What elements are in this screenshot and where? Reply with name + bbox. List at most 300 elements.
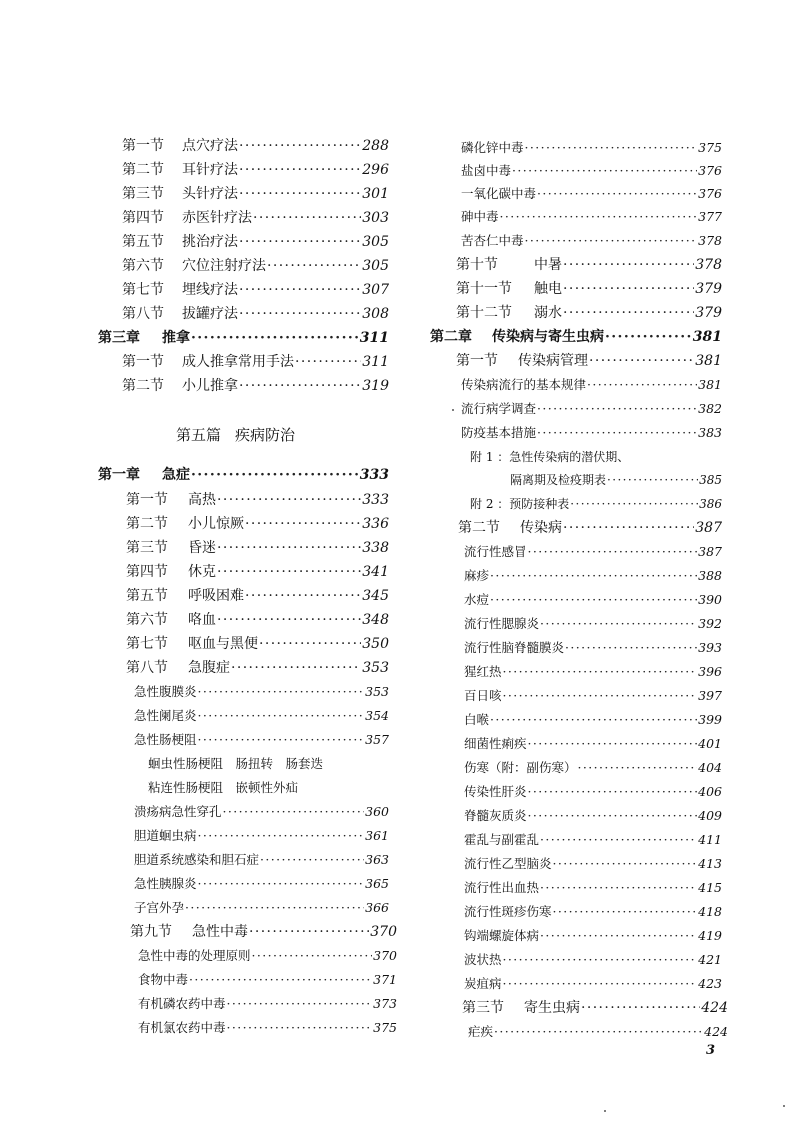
toc-entry[interactable]	[112, 136, 389, 156]
entry-title: 高热	[188, 492, 216, 508]
entry-title: 霍乱与副霍乱	[464, 832, 540, 847]
page-ref: 399	[698, 712, 722, 727]
page-ref: 354	[365, 708, 389, 723]
toc-subentry[interactable]	[464, 854, 722, 874]
toc-subentry[interactable]	[134, 850, 389, 870]
page-number: 3	[706, 1043, 716, 1058]
toc-subentry[interactable]	[134, 898, 389, 918]
dot-leader	[494, 1022, 703, 1042]
toc-subentry[interactable]	[461, 375, 722, 395]
chapter-title: 传染病与寄生虫病	[492, 329, 604, 345]
page-ref: 336	[362, 516, 389, 532]
entry-title: 胆道系统感染和胆石症	[134, 852, 260, 867]
toc-entry[interactable]	[112, 304, 389, 324]
page-ref: 406	[698, 784, 722, 799]
page-ref: 423	[698, 976, 722, 991]
page-ref: 360	[365, 804, 389, 819]
scan-speck	[783, 1105, 785, 1107]
entry-title: 溺水	[534, 305, 562, 321]
page-ref: 383	[698, 425, 722, 440]
entry-title: 盐卤中毒	[461, 163, 512, 178]
section-number: 第五节	[126, 588, 168, 604]
toc-chapter[interactable]	[98, 465, 389, 485]
page-ref: 311	[362, 354, 389, 370]
entry-title: 猩红热	[464, 664, 502, 679]
page-ref: 357	[365, 732, 389, 747]
entry-title: 一氧化碳中毒	[461, 186, 537, 201]
dot-leader	[198, 706, 365, 726]
toc-subentry[interactable]	[461, 161, 722, 181]
dot-leader	[191, 328, 359, 348]
dot-leader	[217, 562, 361, 582]
dot-leader	[191, 465, 359, 485]
toc-chapter[interactable]	[98, 328, 389, 348]
entry-title: 有机磷农药中毒	[138, 996, 226, 1011]
toc-entry[interactable]	[116, 634, 389, 654]
entry-title: 溃疡病急性穿孔	[134, 804, 222, 819]
dot-leader	[239, 376, 361, 396]
page-ref: 386	[699, 497, 722, 511]
entry-title: 成人推拿常用手法	[182, 354, 294, 370]
dot-leader	[198, 826, 365, 846]
section-number: 第五节	[122, 234, 164, 250]
entry-title: 流行性出血热	[464, 880, 540, 895]
entry-title: 疟疾	[468, 1024, 494, 1039]
toc-subentry[interactable]	[464, 590, 722, 610]
entry-title: 埋线疗法	[182, 282, 238, 298]
entry-title: 钩端螺旋体病	[464, 928, 540, 943]
page-ref: 377	[698, 209, 722, 224]
page-ref: 401	[698, 736, 722, 751]
dot-leader	[198, 730, 365, 750]
dot-leader	[217, 538, 361, 558]
section-number: 第一节	[122, 354, 164, 370]
toc-subentry[interactable]	[464, 902, 722, 922]
toc-subentry[interactable]	[464, 806, 722, 826]
dot-leader	[490, 590, 697, 610]
dot-leader	[553, 902, 698, 922]
toc-subentry[interactable]	[464, 638, 722, 658]
page-ref: 305	[362, 234, 389, 250]
page-ref: 419	[698, 928, 722, 943]
entry-title: 急性肠梗阻	[134, 732, 197, 747]
chapter-title: 急症	[162, 467, 190, 483]
entry-title: 防疫基本措施	[461, 425, 537, 440]
dot-leader	[500, 207, 698, 227]
entry-title: 穴位注射疗法	[182, 258, 266, 274]
toc-subentry[interactable]	[134, 682, 389, 702]
dot-leader	[503, 686, 698, 706]
dot-leader	[528, 806, 698, 826]
entry-title: 头针疗法	[182, 186, 238, 202]
page-ref: 348	[362, 612, 389, 628]
page-ref: 424	[704, 1024, 728, 1039]
dot-leader	[245, 514, 361, 534]
entry-title: 炭疽病	[464, 976, 502, 991]
entry-title: 水痘	[464, 592, 490, 607]
toc-subentry[interactable]	[134, 706, 389, 726]
page-ref: 307	[362, 282, 389, 298]
toc-subentry[interactable]	[461, 231, 722, 251]
section-number: 第二节	[122, 162, 164, 178]
section-number: 第十二节	[456, 305, 512, 321]
toc-subentry[interactable]	[134, 874, 389, 894]
section-number: 第四节	[122, 210, 164, 226]
entry-title: 中暑	[534, 257, 562, 273]
entry-title: 流行性乙型脑炎	[464, 856, 552, 871]
toc-subentry[interactable]	[134, 826, 389, 846]
page-ref: 381	[692, 329, 722, 345]
section-number: 第四节	[126, 564, 168, 580]
obstruction-types-line: 蛔虫性肠梗阻 肠扭转 肠套迭	[148, 756, 324, 771]
toc-subentry[interactable]	[464, 782, 722, 802]
page-ref: 387	[695, 520, 722, 536]
entry-title: 胆道蛔虫病	[134, 828, 197, 843]
toc-subentry[interactable]	[464, 662, 722, 682]
entry-title: 砷中毒	[461, 209, 499, 224]
entry-title: 流行性脑脊髓膜炎	[464, 640, 565, 655]
section-number: 第九节	[130, 924, 172, 940]
dot-leader	[217, 610, 361, 630]
toc-entry[interactable]	[112, 376, 389, 396]
toc-subentry[interactable]	[461, 423, 722, 443]
page-ref: 373	[373, 996, 397, 1011]
dot-leader	[528, 782, 698, 802]
dot-leader	[490, 710, 697, 730]
entry-title: 休克	[188, 564, 216, 580]
toc-subentry[interactable]	[464, 710, 722, 730]
dot-leader	[537, 184, 697, 204]
dot-leader	[503, 950, 698, 970]
dot-leader	[581, 998, 700, 1018]
page-ref: 350	[362, 636, 389, 652]
dot-leader	[260, 850, 364, 870]
toc-entry[interactable]	[116, 610, 389, 630]
entry-title: 耳针疗法	[182, 162, 238, 178]
entry-title: 子宫外孕	[134, 900, 185, 915]
section-number: 第三节	[462, 1000, 504, 1016]
entry-title: 急性胰腺炎	[134, 876, 197, 891]
entry-title: 波状热	[464, 952, 502, 967]
dot-leader	[245, 586, 361, 606]
dot-leader	[227, 994, 373, 1014]
dot-leader	[512, 161, 697, 181]
page-ref: 353	[365, 684, 389, 699]
entry-title: 呕血与黑便	[188, 636, 258, 652]
page-ref: 375	[373, 1020, 397, 1035]
dot-leader	[540, 878, 697, 898]
toc-subentry[interactable]	[464, 542, 722, 562]
section-number: 第一节	[122, 138, 164, 154]
obstruction-types-line: 粘连性肠梗阻 嵌顿性外疝	[148, 780, 299, 795]
toc-entry[interactable]	[112, 232, 389, 252]
toc-subentry[interactable]	[464, 974, 722, 994]
section-number: 第三节	[126, 540, 168, 556]
section-number: 第七节	[126, 636, 168, 652]
toc-subentry[interactable]	[464, 686, 722, 706]
entry-title: 拔罐疗法	[182, 306, 238, 322]
page-ref: 370	[370, 924, 397, 940]
page-ref: 421	[698, 952, 722, 967]
toc-entry[interactable]	[112, 280, 389, 300]
entry-title: 急性中毒	[192, 924, 248, 940]
page-ref: 379	[695, 281, 722, 297]
dot-leader	[528, 734, 698, 754]
toc-subentry[interactable]	[461, 184, 722, 204]
entry-title: 昏迷	[188, 540, 216, 556]
toc-subentry[interactable]	[134, 802, 389, 822]
dot-leader	[239, 232, 361, 252]
toc-subentry[interactable]	[464, 758, 722, 778]
chapter-title: 推拿	[162, 330, 190, 346]
page-ref: 363	[365, 852, 389, 867]
dot-leader	[239, 160, 361, 180]
page-ref: 301	[362, 186, 389, 202]
entry-title: 传染病	[520, 520, 562, 536]
scan-speck	[604, 1110, 606, 1112]
entry-title: 百日咳	[464, 688, 502, 703]
dot-leader	[525, 138, 698, 158]
entry-title: 咯血	[188, 612, 216, 628]
toc-entry[interactable]	[116, 490, 389, 510]
toc-entry[interactable]	[116, 514, 389, 534]
toc-subentry[interactable]	[138, 946, 397, 966]
toc-subentry[interactable]	[464, 734, 722, 754]
dot-leader	[525, 231, 698, 251]
dot-leader	[503, 662, 698, 682]
dot-leader	[589, 351, 694, 371]
entry-title: 磷化锌中毒	[461, 140, 524, 155]
dot-leader	[565, 638, 697, 658]
page-ref: 387	[698, 544, 722, 559]
page-ref: 392	[698, 616, 722, 631]
page-ref: 418	[698, 904, 722, 919]
toc-entry[interactable]	[452, 998, 728, 1018]
page-ref: 396	[698, 664, 722, 679]
toc-subentry[interactable]	[461, 138, 722, 158]
section-number: 第一节	[126, 492, 168, 508]
toc-entry[interactable]	[112, 352, 389, 372]
page-ref: 366	[365, 900, 389, 915]
entry-title: 急性腹膜炎	[134, 684, 197, 699]
section-number: 第二节	[458, 520, 500, 536]
page-ref: 393	[698, 640, 722, 655]
entry-title: 点穴疗法	[182, 138, 238, 154]
dot-leader	[253, 208, 361, 228]
dot-leader	[563, 255, 694, 275]
toc-entry[interactable]	[446, 351, 722, 371]
toc-entry[interactable]	[120, 922, 397, 942]
scan-speck	[452, 409, 454, 411]
page-ref: 382	[698, 401, 722, 416]
toc-subentry[interactable]	[134, 730, 389, 750]
entry-title: 呼吸困难	[188, 588, 244, 604]
toc-entry[interactable]	[116, 562, 389, 582]
section-number: 第八节	[126, 660, 168, 676]
part-name: 疾病防治	[235, 426, 296, 444]
page-ref: 296	[362, 162, 389, 178]
dot-leader	[198, 682, 365, 702]
toc-entry[interactable]	[112, 256, 389, 276]
toc-entry[interactable]	[446, 279, 722, 299]
dot-leader	[540, 926, 697, 946]
page-ref: 404	[698, 760, 722, 775]
toc-entry[interactable]	[112, 184, 389, 204]
entry-title: 流行性感冒	[464, 544, 527, 559]
toc-subentry[interactable]	[461, 399, 722, 419]
entry-title: 挑治疗法	[182, 234, 238, 250]
dot-leader	[198, 874, 365, 894]
dot-leader	[227, 1018, 373, 1038]
toc-chapter[interactable]	[430, 327, 722, 347]
dot-leader	[503, 974, 698, 994]
page-ref: 376	[698, 163, 722, 178]
page-ref: 413	[698, 856, 722, 871]
entry-title: 小儿惊厥	[188, 516, 244, 532]
page-ref: 305	[362, 258, 389, 274]
dot-leader	[540, 614, 697, 634]
entry-title: 隔离期及检疫期表	[510, 473, 607, 487]
entry-title: 流行性斑疹伤寒	[464, 904, 552, 919]
entry-title: 脊髓灰质炎	[464, 808, 527, 823]
chapter-number: 第一章	[98, 467, 140, 483]
section-number: 第二节	[122, 378, 164, 394]
dot-leader	[563, 518, 694, 538]
toc-subentry[interactable]	[468, 1022, 728, 1042]
section-number: 第十节	[456, 257, 498, 273]
dot-leader	[239, 184, 361, 204]
page-ref: 353	[362, 660, 389, 676]
page-ref: 415	[698, 880, 722, 895]
dot-leader	[537, 423, 697, 443]
toc-subentry[interactable]	[461, 207, 722, 227]
page-ref: 381	[698, 377, 722, 392]
entry-title: 流行病学调查	[461, 401, 537, 416]
entry-title: 急性中毒的处理原则	[138, 948, 251, 963]
toc-subentry[interactable]	[464, 950, 722, 970]
entry-title: 急性阑尾炎	[134, 708, 197, 723]
toc-subentry[interactable]	[138, 970, 397, 990]
toc-subentry[interactable]	[464, 878, 722, 898]
dot-leader	[605, 327, 692, 347]
toc-entry[interactable]	[116, 586, 389, 606]
entry-title: 触电	[534, 281, 562, 297]
chapter-number: 第三章	[98, 330, 140, 346]
chapter-number: 第二章	[430, 329, 472, 345]
page-ref: 288	[362, 138, 389, 154]
toc-subentry[interactable]	[464, 830, 722, 850]
toc-entry[interactable]	[116, 658, 389, 678]
dot-leader	[223, 802, 365, 822]
dot-leader	[249, 922, 369, 942]
entry-title: 传染性肝炎	[464, 784, 527, 799]
entry-title: 附 2 ：预防接种表	[470, 497, 570, 511]
page-ref: 397	[698, 688, 722, 703]
page-ref: 345	[362, 588, 389, 604]
page-ref: 333	[362, 492, 389, 508]
page-ref: 303	[362, 210, 389, 226]
page-ref: 341	[362, 564, 389, 580]
page-ref: 388	[698, 568, 722, 583]
section-number: 第一节	[456, 353, 498, 369]
dot-leader	[537, 399, 697, 419]
page-ref: 370	[373, 948, 397, 963]
toc-appendix[interactable]	[470, 494, 722, 514]
dot-leader	[490, 566, 697, 586]
dot-leader	[267, 256, 361, 276]
entry-title: 小儿推拿	[182, 378, 238, 394]
page-ref: 390	[698, 592, 722, 607]
dot-leader	[231, 658, 361, 678]
page-ref: 378	[695, 257, 722, 273]
entry-title: 流行性腮腺炎	[464, 616, 540, 631]
entry-title: 食物中毒	[138, 972, 189, 987]
entry-title: 麻疹	[464, 568, 490, 583]
page-ref: 333	[359, 467, 389, 483]
toc-subentry[interactable]	[138, 1018, 397, 1038]
section-number: 第十一节	[456, 281, 512, 297]
entry-title: 寄生虫病	[524, 1000, 580, 1016]
dot-leader	[607, 470, 698, 490]
section-number: 第八节	[122, 306, 164, 322]
toc-appendix[interactable]	[510, 470, 722, 490]
page-ref: 409	[698, 808, 722, 823]
entry-title: 苦杏仁中毒	[461, 233, 524, 248]
entry-title: 有机氯农药中毒	[138, 1020, 226, 1035]
part-number: 第五篇	[176, 426, 222, 444]
part-title	[176, 424, 295, 445]
dot-leader	[570, 494, 698, 514]
dot-leader	[259, 634, 361, 654]
dot-leader	[587, 375, 697, 395]
section-number: 第七节	[122, 282, 164, 298]
toc-entry[interactable]	[448, 518, 722, 538]
entry-title: 白喉	[464, 712, 490, 727]
toc-subentry[interactable]	[464, 614, 722, 634]
section-number: 第六节	[126, 612, 168, 628]
page-ref: 381	[695, 353, 722, 369]
toc-subentry[interactable]	[464, 926, 722, 946]
toc-entry[interactable]	[112, 160, 389, 180]
dot-leader	[239, 280, 361, 300]
page-ref: 385	[699, 473, 722, 487]
toc-entry[interactable]	[112, 208, 389, 228]
entry-title: 细菌性痢疾	[464, 736, 527, 751]
dot-leader	[540, 830, 697, 850]
page-ref: 361	[365, 828, 389, 843]
dot-leader	[239, 136, 361, 156]
section-number: 第二节	[126, 516, 168, 532]
entry-title: 传染病流行的基本规律	[461, 377, 587, 392]
page-ref: 376	[698, 186, 722, 201]
dot-leader	[563, 303, 694, 323]
page-ref: 308	[362, 306, 389, 322]
dot-leader	[553, 854, 698, 874]
dot-leader	[578, 758, 698, 778]
appendix-line: 附 1 ：急性传染病的潜伏期、	[470, 450, 630, 464]
toc-entry[interactable]	[446, 255, 722, 275]
entry-title: 急腹症	[188, 660, 230, 676]
page-ref: 411	[698, 832, 722, 847]
toc-entry[interactable]	[446, 303, 722, 323]
toc-entry[interactable]	[116, 538, 389, 558]
page-ref: 319	[362, 378, 389, 394]
page-ref: 371	[373, 972, 397, 987]
toc-subentry[interactable]	[138, 994, 397, 1014]
toc-subentry[interactable]	[464, 566, 722, 586]
page-ref: 365	[365, 876, 389, 891]
page-ref: 375	[698, 140, 722, 155]
